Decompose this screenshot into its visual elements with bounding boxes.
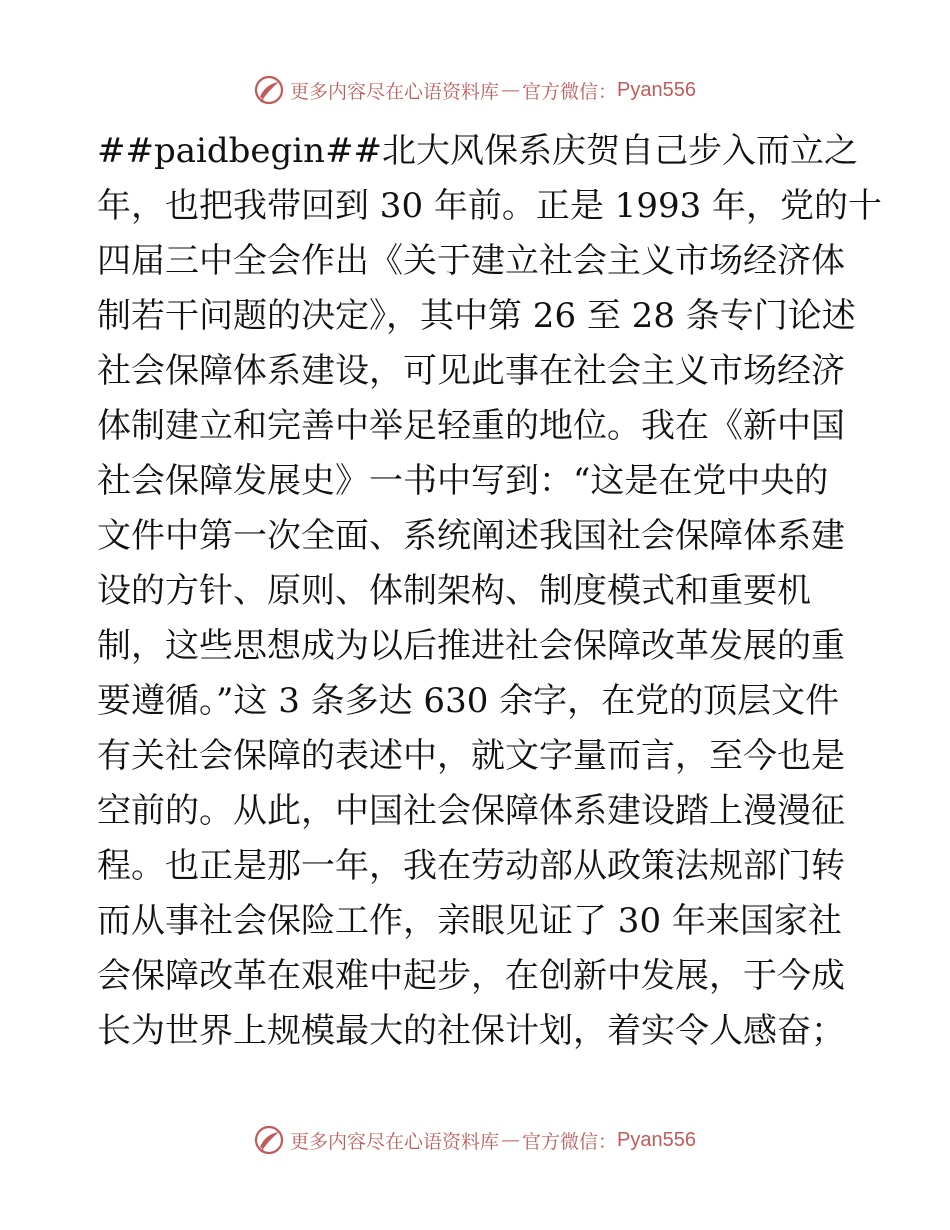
header-banner-text: 更多内容尽在心语资料库 — [290, 80, 500, 103]
text-line: 而从事社会保险工作，亲眼见证了 30 年来国家社 — [97, 901, 842, 941]
text-line: 四届三中全会作出《关于建立社会主义市场经济体 — [97, 241, 845, 281]
header-banner-separator: — — [501, 79, 521, 101]
text-line: 社会保障体系建设，可见此事在社会主义市场经济 — [97, 351, 845, 391]
text-line: 体制建立和完善中举足轻重的地位。我在《新中国 — [97, 406, 845, 446]
text-line: 年，也把我带回到 30 年前。正是 1993 年，党的十 — [97, 186, 883, 226]
body-text — [97, 124, 883, 1059]
text-line: 社会保障发展史》一书中写到：“这是在党中央的 — [97, 461, 829, 501]
header-wechat-label: 官方微信： — [522, 80, 618, 103]
footer-banner — [0, 1120, 950, 1160]
footer-wechat-id: Pyan556 — [617, 1128, 696, 1151]
footer-wechat-label: 官方微信： — [522, 1130, 618, 1153]
pen-logo-icon — [254, 1125, 284, 1155]
text-line: 程。也正是那一年，我在劳动部从政策法规部门转 — [97, 846, 845, 886]
text-line: ##paidbegin##北大风保系庆贺自己步入而立之 — [97, 131, 859, 171]
text-line: 会保障改革在艰难中起步，在创新中发展，于今成 — [97, 956, 845, 996]
text-line: 文件中第一次全面、系统阐述我国社会保障体系建 — [97, 516, 845, 556]
header-wechat-id: Pyan556 — [617, 78, 696, 101]
text-line: 长为世界上规模最大的社保计划，着实令人感奋； — [97, 1011, 845, 1051]
text-line: 设的方针、原则、体制架构、制度模式和重要机 — [97, 571, 811, 611]
text-line: 制，这些思想成为以后推进社会保障改革发展的重 — [97, 626, 845, 666]
footer-banner-text: 更多内容尽在心语资料库 — [290, 1130, 500, 1153]
header-banner — [0, 70, 950, 110]
text-line: 要遵循。”这 3 条多达 630 余字，在党的顶层文件 — [97, 681, 840, 721]
text-line: 有关社会保障的表述中，就文字量而言，至今也是 — [97, 736, 845, 776]
pen-logo-icon — [254, 75, 284, 105]
text-line: 空前的。从此，中国社会保障体系建设踏上漫漫征 — [97, 791, 845, 831]
footer-banner-separator: — — [501, 1129, 521, 1151]
text-line: 制若干问题的决定》，其中第 26 至 28 条专门论述 — [97, 296, 856, 336]
